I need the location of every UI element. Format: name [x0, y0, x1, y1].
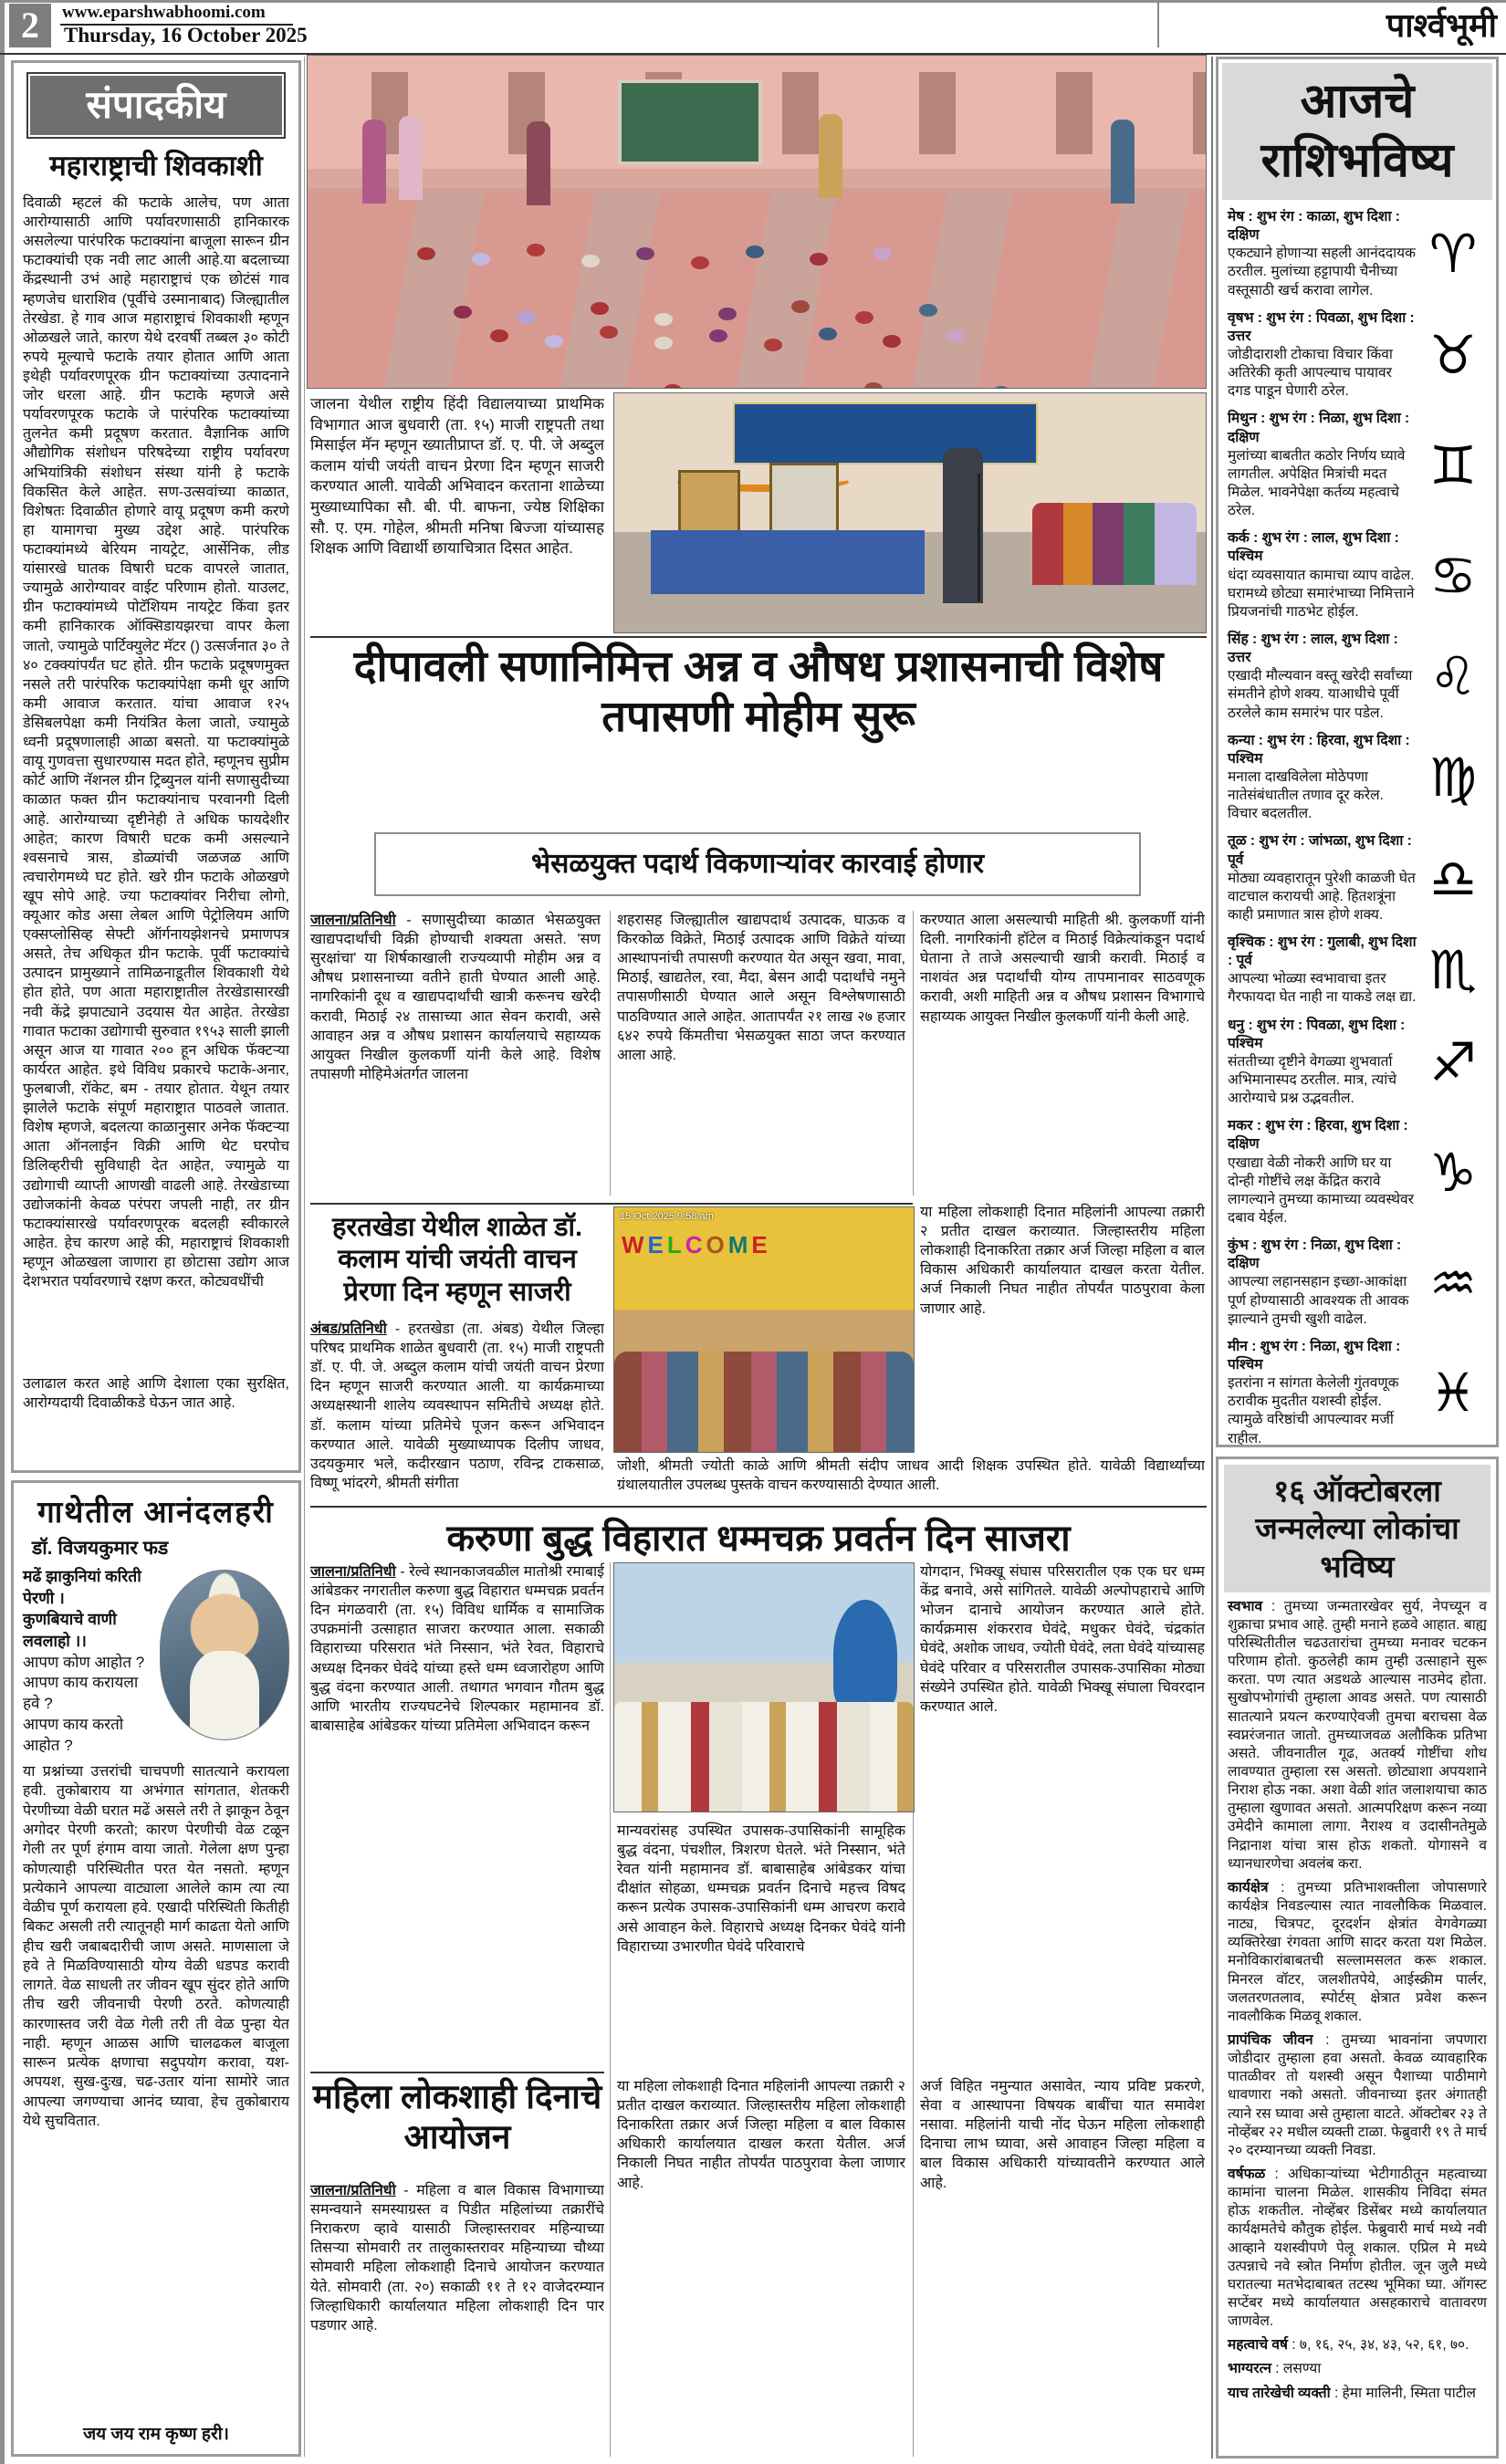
leo-icon: ♌ [1429, 645, 1477, 708]
horoscope-box [1216, 57, 1499, 1447]
masthead-divider [1157, 2, 1159, 47]
headline-rule [310, 2072, 604, 2073]
horoscope-prediction: आपल्या भोळ्या स्वभावाचा इतर गैरफायदा घेत नाही ना याकडे लक्ष द्या. [1228, 971, 1417, 1006]
birthday-section-label: कार्यक्षेत्र [1228, 1879, 1269, 1895]
standing-teacher [362, 120, 386, 204]
seated-children [417, 247, 435, 260]
text-line: आपण काय करायला हवे ? [23, 1674, 139, 1713]
seated-children [490, 329, 508, 342]
text-line: आपण काय करतो आहोत ? [23, 1716, 124, 1755]
horoscope-prediction: एखाद्या वेळी नोकरी आणि घर या दोन्ही गोष्टींचे लक्ष केंद्रित करावे लागल्याने तुमच्या कामाच्या व्यवस्थेवर दबाव येईल. [1228, 1154, 1414, 1227]
horoscope-entry-text [1228, 309, 1417, 402]
horoscope-entry [1218, 828, 1496, 929]
gatha-title: गाथेतील आनंदलहरी [37, 1497, 275, 1530]
headline-rule [310, 1506, 1207, 1508]
horoscope-title-line1: आजचे [1300, 75, 1415, 128]
seated-guests [1032, 503, 1197, 585]
mahila-col2: या महिला लोकशाही दिनात महिलांनी आपल्या तक्रारी २ प्रतीत दाखल कराव्यात. जिल्हास्तरीय महिला लोकशाही दिनाकरिता तक्रार अर्ज जिल्हा महिला व बाल विकास अधिकारी कार्यालयात दाखल करता येतील. अर्ज निकाली निघत नाहीत तोपर्यंत पाठपुरावा केला जाणार आहे. [617, 2079, 905, 2191]
birthday-section-label: स्वभाव [1228, 1598, 1263, 1614]
birthday-section [1228, 2360, 1487, 2378]
kalam-jayanti-stage-photo [613, 392, 1207, 633]
gemini-icon: ♊ [1429, 433, 1477, 496]
horoscope-entry [1218, 204, 1496, 305]
birthday-title-line2: जन्मलेल्या लोकांचा भविष्य [1255, 1511, 1459, 1583]
birthday-forecast-box [1216, 1456, 1499, 2459]
classroom-photo [613, 1206, 915, 1453]
column-rule-mid1 [610, 911, 611, 1195]
aquarius-icon: ♒ [1429, 1251, 1477, 1314]
fda-col3: करण्यात आला असल्याची माहिती श्री. कुलकर्णी यांनी दिली. नागरिकांनी हॉटेल व मिठाई विक्रेत्यांकडून पदार्थ घेताना ते ताजे असल्याची खात्री करावी. मिठाई व नाशवंत अन्न पदार्थांची योग्य तापमानावर साठवणूक करावी, अशी माहिती अन्न व औषध प्रशासन विभागाचे सहाय्यक आयुक्त निखील कुलकर्णी यांनी केली आहे. [920, 913, 1205, 1025]
horoscope-sign-label: सिंह : शुभ रंग : लाल, शुभ दिशा : उत्तर [1228, 631, 1398, 666]
text-line: मढें झाकुनियां करिती पेरणी । [23, 1567, 141, 1607]
birthday-section [1228, 1879, 1487, 2026]
horoscope-prediction: संततीच्या दृष्टीने वेगळ्या शुभवार्ता अभिमानास्पद ठरतील. मात्र, त्यांचे आरोग्याचे प्रश्न उद्भवतील. [1228, 1053, 1397, 1107]
text-line: कुणबियाचे वाणी लवलाहो ।। [23, 1610, 117, 1650]
buddha-col3: योगदान, भिक्खू संघास परिसरातील एक एक घर धम्म केंद्र बनावे, असे सांगितले. यावेळी अल्पोपहाराचे आणि भोजन दानाचे आयोजन करण्यात आले होते. कार्यक्रमास शंकरराव घेवंदे, मधुकर घेवंदे, चंद्रकांत घेवंदे, अशोक जाधव, ज्योती घेवंदे, लता घेवंदे यांच्यासह घेवंदे परिवार व परिसरातील उपासक-उपासिका मोठ्या संख्येने उपस्थित होते. यावेळी भिक्खू संघाला चिवरदान करण्यात आले. [920, 1564, 1205, 1715]
horoscope-sign-label: वृषभ : शुभ रंग : पिवळा, शुभ दिशा : उत्तर [1228, 309, 1415, 344]
editorial-headline: महाराष्ट्राची शिवकाशी [49, 150, 263, 182]
horoscope-entry-text [1228, 832, 1417, 924]
buddha-col1 [310, 1562, 604, 2070]
birthday-section-text: : तुमच्या प्रतिभाशक्तीला जोपासणारे कार्यक्षेत्र निवडल्यास त्यात नावलौकिक मिळवाल. नाट्य, चित्रपट, दूरदर्शन क्षेत्रांत वेगवेगळ्या व्यक्तिरेखा रंगवता आणि सादर करता यश मिळेल. मनोविकारांबाबतची सल्लामसलत करू शकाल. मिनरल वॉटर, जलशीतपेये, आईस्क्रीम पार्लर, जलतरणतलाव, स्पोर्टस् क्षेत्रात प्रवेश करून नावलौकिक मिळवू शकाल. [1228, 1879, 1487, 2024]
horoscope-entry [1218, 1232, 1496, 1333]
gathered-devotees [614, 1702, 914, 1811]
horoscope-sign-label: कर्क : शुभ रंग : लाल, शुभ दिशा : पश्चिम [1228, 530, 1399, 565]
fda-headline: दीपावली सणानिमित्त अन्न व औषध प्रशासनाची विशेष तपासणी मोहीम सुरू [353, 642, 1164, 741]
buddha-statue [833, 1600, 897, 1709]
seated-students [614, 1352, 914, 1452]
fda-col1-text: - सणासुदीच्या काळात भेसळयुक्त खाद्यपदार्थांची विक्री होण्याची शक्यता असते. 'सण सुरक्षांचा' या शिर्षकाखाली राज्यव्यापी मोहीम अन्न व औषध प्रशासनाच्या वतीने हाती घेण्यात आली आहे. नागरिकांनी दूध व खाद्यपदार्थांची खात्री करूनच खरेदी करावी, मिठाई २४ तासाच्या आत सेवन करावी, असे आवाहन अन्न व औषध प्रशासन कार्यालयाचे सहाय्यक आयुक्त निखील कुलकर्णी यांनी केले आहे. विशेष तपासणी मोहिमेअंतर्गत जालना [310, 913, 601, 1082]
horoscope-entry-text [1228, 1237, 1417, 1329]
horoscope-sign-label: कन्या : शुभ रंग : हिरवा, शुभ दिशा : पश्चिम [1228, 732, 1410, 767]
text-line: आपण कोण आहोत ? [23, 1653, 145, 1671]
horoscope-entry [1218, 929, 1496, 1012]
horoscope-prediction: एकट्याने होणाऱ्या सहली आनंददायक ठरतील. मुलांच्या हट्टापायी चैनीच्या वस्तूसाठी खर्च करावा लागेल. [1228, 245, 1417, 298]
mahila-col1 [310, 2181, 604, 2455]
pink-floor-mat [308, 193, 1206, 389]
horoscope-sign-label: धनु : शुभ रंग : पिवळा, शुभ दिशा : पश्चिम [1228, 1017, 1406, 1051]
hartkheda-body-text: - हरतखेडा (ता. अंबड) येथील जिल्हा परिषद प्राथमिक शाळेत बुधवारी (ता. १५) माजी राष्ट्रपती डॉ. ए. पी. जे. अब्दुल कलाम यांची जयंती वाचन प्रेरणा दिन म्हणून साजरी करण्यात आली. या कार्यक्रमाच्या अध्यक्षस्थानी शालेय व्यवस्थापन समितीचे अध्यक्ष होते. डॉ. कलाम यांच्या प्रतिमेचे पूजन करून अभिवादन करण्यात आले. यावेळी मुख्याध्यापक दिलीप जाधव, उदयकुमार भले, कदीरखान पठाण, रविन्द्र टाकसाळ, विष्णू भांदरगे, श्रीमती संगीता [310, 1321, 604, 1491]
horoscope-entry [1218, 305, 1496, 406]
horoscope-entry-text [1228, 529, 1417, 621]
birthday-title [1224, 1465, 1490, 1592]
buddha-vihar-photo [613, 1562, 915, 1812]
cancer-icon: ♋ [1429, 544, 1477, 607]
column-rule-left [304, 57, 305, 2457]
horoscope-prediction: जोडीदाराशी टोकाचा विचार किंवा अतिरेकी कृती आपल्याच पायावर दगड पाडून घेणारी ठरेल. [1228, 346, 1393, 400]
horoscope-entry-text [1228, 1117, 1417, 1227]
scorpio-icon: ♏ [1429, 939, 1477, 1002]
buddha-byline: जालना/प्रतिनिधी [310, 1564, 396, 1580]
hartkheda-body [310, 1320, 604, 1502]
editorial-box [11, 60, 301, 1473]
horoscope-sign-label: वृश्चिक : शुभ रंग : गुलाबी, शुभ दिशा : पूर्व [1228, 934, 1417, 969]
headline-rule [310, 636, 1207, 638]
hartkheda-tail: जोशी, श्रीमती ज्योती काळे आणि श्रीमती संदीप जाधव आदी शिक्षक उपस्थित होते. यावेळी विद्यार्थ्यांच्या ग्रंथालयातील उपलब्ध पुस्तके वाचन करण्यासाठी देण्यात आली. [617, 1458, 1205, 1494]
horoscope-prediction: मुलांच्या बाबतीत कठोर निर्णय घ्यावे लागतील. अपेक्षित मित्रांची मदत मिळेल. भावनेपेक्षा कर्तव्य महत्वाचे ठरेल. [1228, 447, 1406, 519]
fda-subheadline: भेसळयुक्त पदार्थ विकणाऱ्यांवर कारवाई होणार [374, 832, 1141, 896]
horoscope-entry [1218, 525, 1496, 626]
standing-teacher [1111, 120, 1135, 204]
birthday-section-text: : हेमा मालिनी, स्मिता पाटील [1330, 2385, 1477, 2401]
standing-teacher [819, 114, 842, 198]
hartkheda-headline: हरतखेडा येथील शाळेत डॉ. कलाम यांची जयंती वाचन प्रेरणा दिन म्हणून साजरी [331, 1213, 583, 1307]
horoscope-prediction: आपल्या लहानसहान इच्छा-आकांक्षा पूर्ण होण्यासाठी आवश्यक ती आवक झाल्याने तुमची खुशी वाढेल. [1228, 1274, 1409, 1327]
birthday-section-label: भाग्यरत्न [1228, 2361, 1271, 2377]
stage-table [651, 530, 925, 594]
birthday-section-label: वर्षफळ [1228, 2166, 1266, 2182]
welcome-decoration: WELCOME [622, 1231, 771, 1258]
birthday-section-label: प्रापंचिक जीवन [1228, 2031, 1313, 2048]
horoscope-entry [1218, 626, 1496, 727]
mahila-col3: अर्ज विहित नमुन्यात असावेत, न्याय प्रविष्ट प्रकरणे, सेवा व आस्थापना विषयक बाबींचा यात समावेश नसावा. महिलांनी याची नोंद घेऊन महिला लोकशाही दिनाचा लाभ घ्यावा, असे आवाहन जिल्हा महिला व बाल विकास अधिकारी यांच्यावतीने करण्यात आले आहे. [920, 2079, 1205, 2191]
fda-byline: जालना/प्रतिनिधी [310, 913, 396, 928]
column-rule-mid3 [610, 1562, 611, 2457]
fda-col1 [310, 911, 601, 1195]
horoscope-prediction: इतरांना न सांगता केलेली गुंतवणूक ठरावीक मुदतीत यशस्वी होईल. त्यामुळे वरिष्ठांची आपल्यावर मर्जी राहील. [1228, 1375, 1399, 1446]
horoscope-entries [1218, 204, 1496, 1453]
birthday-section-text: : तुमच्या जन्मतारखेवर सुर्य, नेपच्यून व शुक्राचा प्रभाव आहे. तुम्ही मनाने हळवे आहात. बाह्य परिस्थितीतील चढउतारांचा तुमच्या मनावर चटकन परिणाम होतो. कुठलेही काम तुम्ही उत्साहाने सुरू करता. पण त्यात अडथळे आल्यास नाउमेद होता. सुखोपभोगांची तुम्हाला आवड असते. पण त्यासाठी सातत्याने प्रयत्न करण्याऐवजी तुमचा बराचसा वेळ स्वप्नरंजनात जातो. तुमच्याजवळ अलौकिक प्रतिभा असते. जीवनातील गूढ, अतर्क्य गोष्टींचा शोध लावण्यात तुम्हाला रस असतो. छोट्याशा अपयशाने निराश होऊ नका. अशा वेळी शांत जलाशयाचा काठ तुम्हाला खुणावत असतो. आत्मपरिक्षण करून नव्या उमेदीने कामाला लागा. नैराश्य व उदासीनतेमुळे निद्रानाश यांचा त्रास होऊ शकतो. योगासने व ध्यानधारणेचा अवलंब करा. [1228, 1598, 1487, 1872]
horoscope-entry-text [1228, 410, 1417, 520]
horoscope-entry [1218, 1333, 1496, 1453]
saint-tukaram-portrait [160, 1570, 289, 1740]
pisces-icon: ♓ [1429, 1362, 1477, 1425]
birthday-section-text: : तुमच्या भावनांना जपणारा जोडीदार तुम्हाला हवा असतो. केवळ व्यावहारिक पातळीवर तो यशस्वी असून पैशाच्या पाठीमागे धावणारा नको असतो. जीवनाच्या इतर अंगातही त्याने रस घ्यावा असे तुम्हाला वाटते. ऑक्टोबर २३ ते नोव्हेंबर २२ मधील व्यक्ती टाळा. फेब्रुवारी १९ ते मार्च २० दरम्यानच्या व्यक्ती निवडा. [1228, 2031, 1487, 2158]
horoscope-entry [1218, 727, 1496, 829]
sagittarius-icon: ♐ [1429, 1030, 1477, 1093]
birthday-sections [1228, 1598, 1487, 2403]
capricorn-icon: ♑ [1429, 1141, 1477, 1204]
horoscope-prediction: मोठ्या व्यवहारातून पुरेशी काळजी घेत वाटचाल करायची आहे. हितशत्रूंना काही प्रमाणात त्रास होणे शक्य. [1228, 870, 1416, 923]
birthday-section [1228, 2031, 1487, 2160]
mahila-col1-text: - महिला व बाल विकास विभागाच्या समन्वयाने समस्याग्रस्त व पिडीत महिलांच्या तक्रारींचे निराकरण व्हावे यासाठी जिल्हास्तरावर महिन्याच्या तिसऱ्या सोमवारी तर तालुकास्तरावर महिन्याच्या चौथ्या सोमवारी महिला लोकशाही दिनाचे आयोजन करण्यात येते. सोमवारी (ता. २०) सकाळी ११ ते १२ वाजेदरम्यान जिल्हाधिकारी कार्यालयात महिला लोकशाही दिन पार पडणार आहे. [310, 2183, 604, 2333]
standing-teacher [399, 116, 423, 200]
column-rule-right [1211, 57, 1213, 2459]
standing-teacher [527, 121, 550, 205]
horoscope-title-line2: राशिभविष्य [1260, 134, 1454, 187]
horoscope-sign-label: मेष : शुभ रंग : काळा, शुभ दिशा : दक्षिण [1228, 209, 1400, 244]
mahila-headline: महिला लोकशाही दिनाचे आयोजन [312, 2078, 602, 2156]
birthday-section [1228, 2336, 1487, 2354]
libra-icon: ♎ [1429, 847, 1477, 910]
horoscope-entry-text [1228, 1017, 1417, 1109]
buddha-col1-text: - रेल्वे स्थानकाजवळील मातोश्री रमाबाई आंबेडकर नगरातील करुणा बुद्ध विहारात धम्मचक्र प्रवर्तन दिन मंगळवारी (ता. १५) विविध धार्मिक व सामाजिक उपक्रमांनी उत्साहात साजरा करण्यात आला. सकाळी विहाराच्या परिसरात भंते निस्सान, भंते रेवत, विहाराचे अध्यक्ष दिनकर घेवंदे यांच्या हस्ते धम्म ध्वजारोहण आणि बुद्ध वंदना करण्यात आली. तथागत भगवान गौतम बुद्ध आणि भारतीय राज्यघटनेचे शिल्पकार महामानव डॉ. बाबासाहेब आंबेडकर यांच्या प्रतिमेला अभिवादन करून [310, 1564, 604, 1734]
buddha-col2: मान्यवरांसह उपस्थित उपासक-उपासिकांनी सामूहिक बुद्ध वंदना, पंचशील, त्रिशरण घेतले. भंते निस्सान, भंते रेवत यांनी महामानव डॉ. बाबासाहेब आंबेडकर यांचा दीक्षांत सोहळा, धम्मचक्र प्रवर्तन दिनाचे महत्त्व विषद करून प्रत्येक उपासक-उपासिकांनी धम्म आचरण करावे असे आवाहन केले. विहाराचे अध्यक्ष दिनकर घेवंदे यांनी विहाराच्या उभारणीत घेवंदे परिवाराचे [617, 1823, 905, 1955]
taurus-icon: ♉ [1429, 324, 1477, 387]
horoscope-sign-label: तूळ : शुभ रंग : जांभळा, शुभ दिशा : पूर्व [1228, 833, 1412, 868]
horoscope-entry-text [1228, 1338, 1417, 1448]
headline-rule [310, 1203, 913, 1205]
horoscope-sign-label: कुंभ : शुभ रंग : निळा, शुभ दिशा : दक्षिण [1228, 1237, 1402, 1272]
gatha-body: या प्रश्नांच्या उत्तरांची चाचपणी सातत्याने करायला हवी. तुकोबाराय या अभंगात सांगतात, शेतकरी पेरणीच्या वेळी घरात मढें असले तरी ते झाकून ठेवून अगोदर पेरणी करतो; कारण पेरणीची वेळ टळून गेली तर पूर्ण हंगाम वाया जातो. गेलेला क्षण पुन्हा कोणत्याही परिस्थितीत परत येत नसतो. म्हणून प्रत्येकाने आपल्या वाट्याला आलेले काम त्या त्या वेळीच पूर्ण करायला हवे. एखादी परिस्थिती कितीही बिकट असली तरी त्यातूनही मार्ग काढता येतो आणि हीच खरी जबाबदारीची जाण असते. माणसाला जे हवे ते मिळविण्यासाठी योग्य वेळी धडपड करावी लागते. वेळ साधली तर जीवन खूप सुंदर होते आणि तीच खरी जीवनाची पेरणी ठरते. कोणत्याही कारणास्तव जरी वेळ गेली तरी ती वेळ पुन्हा येत नाही. म्हणून आळस आणि चालढकल बाजूला सारून प्रत्येक क्षणाचा सदुपयोग करावा, यश-अपयश, सुख-दुःख, चढ-उतार यांना सामोरे जात आपल्या जगण्याचा आनंद घ्यावा, हेच तुकोबाराय येथे सुचवितात. [23, 1764, 289, 2129]
mic-stand [978, 474, 980, 601]
editorial-banner: संपादकीय [26, 72, 286, 139]
blue-banner [733, 402, 1038, 465]
photo-timestamp: 15 Oct 2025 9:58 am [620, 1211, 714, 1222]
editorial-body: दिवाळी म्हटलं की फटाके आलेच, पण आता आरोग्यासाठी आणि पर्यावरणासाठी हानिकारक असलेल्या पारंपरिक फटाक्यांना बाजूला सारून ग्रीन फटाक्यांची एक नवी लाट आली आहे.या बदलाच्या केंद्रस्थानी उभं आहे महाराष्ट्राचं एक छोटंसं गाव म्हणजेच धाराशिव (पूर्वीचे उस्मानाबाद) जिल्ह्यातील तेरखेडा. हे गाव आज महाराष्ट्राचं शिवकाशी म्हणून ओळखले जाते, कारण येथे दरवर्षी तब्बल ३० कोटी रुपये मूल्याचे फटाके तयार होतात आणि आता इथेही पर्यावरणपूरक ग्रीन फटाक्यांच्या उत्पादनाने जोर धरला आहे. ग्रीन फटाके म्हणजे असे पर्यावरणपूरक फटाके जे पारंपरिक फटाक्यांच्या तुलनेत कमी प्रदूषण करतात. वैज्ञानिक आणि औद्योगिक संशोधन परिषदेच्या राष्ट्रीय पर्यावरण अभियांत्रिकी संशोधन संस्था यांनी हे फटाके विकसित केले आहेत. सण-उत्सवांच्या काळात, विशेषतः दिवाळीत होणारे वायू प्रदूषण कमी करणे हा यामागचा मुख्य उद्देश आहे. पारंपरिक फटाक्यांमध्ये बेरियम नायट्रेट, आर्सेनिक, लीड यांसारखे घातक विषारी घटक वापरले जातात, ज्यामुळे आरोग्यावर वाईट परिणाम होतो. याउलट, ग्रीन फटाक्यांमध्ये पोटॅशियम नायट्रेट किंवा इतर कमी हानिकारक ऑक्सिडायझरचा वापर केला जातो, ज्यामुळे पार्टिक्युलेट मॅटर () उत्सर्जनात ३० ते ४० टक्क्यांपर्यंत घट होते. ग्रीन फटाके प्रदूषणमुक्त नसले तरी पारंपरिक फटाक्यांपेक्षा कमी धूर आणि कमी आवाज करतात. यांचा आवाज १२५ डेसिबलपेक्षा कमी नियंत्रित केला जातो, ज्यामुळे ध्वनी प्रदूषणालाही आळा बसतो. या फटाक्यांमुळे वायू गुणवत्ता सुधारण्यास मदत होते, म्हणूनच सुप्रीम कोर्ट आणि नॅशनल ग्रीन ट्रिब्युनल यांनी सणासुदीच्या काळात फक्त ग्रीन फटाक्यांनाच परवानगी दिली आहे. आरोग्याच्या दृष्टीनेही ते अधिक फायदेशीर आहेत; कारण विषारी घटक कमी असल्याने श्वसनाचे त्रास, डोळ्यांची जळजळ आणि त्वचारोगमध्ये घट होते. खरे ग्रीन फटाके ओळखणे खूप सोपे आहे. ज्या फटाक्यांवर निरीचा लोगो, क्यूआर कोड असा लेबल आणि पेट्रोलियम आणि एक्सप्लोसिव्ह सेफ्टी ऑर्गनायझेशनचे प्रमाणपत्र असते, तेच अधिकृत ग्रीन फटाके. पूर्वी फटाक्यांचे उत्पादन प्रामुख्याने तामिळनाडूतील शिवकाशी येथे होत होते, पण आता महाराष्ट्रातील तेरखेडासारखी नवी केंद्रे झपाट्याने उदयास येत आहेत. तेरखेडा गावात फटाका उद्योगाची सुरुवात १९५३ साली झाली असून आज या गावात २०० हून अधिक फॅक्टऱ्या कार्यरत आहेत. इथे विविध प्रकारचे फटाके-अनार, फुलबाजी, रॉकेट, बम - तयार होतात. येथून तयार झालेले फटाके संपूर्ण महाराष्ट्रात पाठवले जातात. विशेष म्हणजे, बदलत्या काळानुसार अनेक फॅक्टऱ्या आता ऑनलाईन विक्री आणि थेट घरपोच डिलिव्हरीची सुविधाही देत आहेत, ज्यामुळे या उद्योगाची व्याप्ती आणखी वाढली आहे. तेरखेडाच्या उद्योजकांनी केवळ परंपरा जपली नाही, तर ग्रीन फटाक्यांसारखे पर्यावरणपूरक बदलही स्वीकारले आहेत. हेच कारण आहे की, महाराष्ट्राचं शिवकाशी म्हणून ओळखला जाणारा हा छोटासा उद्योग आज देशभरात पर्यावरणाचे रक्षण करत, कोट्यवधींची [23, 195, 289, 1290]
editorial-closing: उलाढाल करत आहे आणि देशाला एका सुरक्षित, आरोग्यदायी दिवाळीकडे घेऊन जात आहे. [23, 1376, 289, 1412]
birthday-section-text: : ७, १६, २५, ३४, ४३, ५२, ६१, ७०. [1287, 2337, 1469, 2354]
horoscope-entry [1218, 1012, 1496, 1113]
gatha-author: डॉ. विजयकुमार फड [32, 1538, 169, 1559]
horoscope-prediction: मनाला दाखविलेला मोठेपणा नातेसंबंधातील तणाव दूर करेल. विचार बदलतील. [1228, 768, 1384, 822]
hartkheda-byline: अंबड/प्रतिनिधी [310, 1321, 387, 1337]
birthday-title-line1: १६ ऑक्टोबरला [1273, 1474, 1441, 1508]
horoscope-entry-text [1228, 208, 1417, 300]
site-url: www.eparshwabhoomi.com [60, 3, 293, 26]
birthday-section-text: : लसण्या [1271, 2361, 1322, 2377]
column-rule-mid2 [913, 911, 914, 1195]
horoscope-entry-text [1228, 732, 1417, 824]
birthday-section-label: याच तारेखेची व्यक्ती [1228, 2385, 1331, 2401]
birthday-section-label: महत्वाचे वर्ष [1228, 2337, 1288, 2354]
virgo-icon: ♍ [1429, 747, 1477, 809]
mahila-byline: जालना/प्रतिनिधी [310, 2183, 396, 2198]
horoscope-entry [1218, 1112, 1496, 1232]
birthday-section [1228, 2385, 1487, 2403]
horoscope-prediction: धंदा व्यवसायात कामाचा व्याप वाढेल. घरामध्ये छोट्या समारंभाच्या निमित्ताने प्रियजनांची गाठभेट होईल. [1228, 567, 1415, 620]
photo-caption-article: जालना येथील राष्ट्रीय हिंदी विद्यालयाच्या प्राथमिक विभागात आज बुधवारी (ता. १५) माजी राष्ट्रपती तथा मिसाईल मॅन म्हणून ख्यातीप्राप्त डॉ. ए. पी. जे अब्दुल कलाम यांची जयंती वाचन प्रेरणा दिन म्हणून साजरी करण्यात आली. यावेळी अभिवादन करताना शाळेच्या मुख्याध्यापिका सौ. बी. पी. बाफना, ज्येष्ठ शिक्षिका सौ. ए. एम. गोहेल, श्रीमती मनिषा बिज्जा यांच्यासह शिक्षक आणि विद्यार्थी छायाचित्रात दिसत आहेत. [310, 395, 604, 558]
horoscope-sign-label: मिथुन : शुभ रंग : निळा, शुभ दिशा : दक्षिण [1228, 411, 1410, 445]
fda-col2: शहरासह जिल्ह्यातील खाद्यपदार्थ उत्पादक, घाऊक व किरकोळ विक्रेते, मिठाई उत्पादक आणि विक्रेते यांच्या आस्थापनांची तपासणी करण्यात येत असून खवा, मावा, मिठाई, खाद्यतेल, रवा, मैदा, बेसन आदी पदार्थांचे नमुने तपासणीसाठी घेण्यात आले असून विश्लेषणासाठी पाठविण्यात आले आहेत. आतापर्यंत २१ लाख २७ हजार ६४२ रुपये किंमतीचा भेसळयुक्त साठा जप्त करण्यात आला आहे. [617, 913, 905, 1063]
horoscope-sign-label: मीन : शुभ रंग : निळा, शुभ दिशा : पश्चिम [1228, 1338, 1401, 1373]
horoscope-entry [1218, 405, 1496, 525]
horoscope-sign-label: मकर : शुभ रंग : हिरवा, शुभ दिशा : दक्षिण [1228, 1118, 1408, 1153]
masthead: पार्श्वभूमी [1386, 7, 1497, 44]
horoscope-entry-text [1228, 934, 1417, 1008]
birthday-section-text: : अधिकाऱ्यांच्या भेटीगाठीतून महत्वाच्या कामांना चालना मिळेल. शासकीय निविदा संमत होऊ शकतील. नोव्हेंबर डिसेंबर मध्ये कार्यालयात कार्यक्षमतेचे कौतुक होईल. फेब्रुवारी मार्च मध्ये नवी आव्हाने यशस्वीपणे पेलू शकाल. एप्रिल मे मध्ये उत्पन्नाचे नवे स्त्रोत निर्माण होतील. जून जुलै मध्ये घरातल्या मतभेदाबाबत तटस्थ भूमिका घ्या. ऑगस्ट सप्टेंबर मध्ये कार्यालयात असहकाराचे वातावरण जाणवेल. [1228, 2166, 1487, 2330]
birthday-section [1228, 2166, 1487, 2331]
buddha-headline: करुणा बुद्ध विहारात धम्मचक्र प्रवर्तन दिन साजरा [446, 1519, 1071, 1559]
gatha-box [11, 1480, 301, 2457]
birthday-section [1228, 1598, 1487, 1874]
issue-date: Thursday, 16 October 2025 [64, 24, 308, 47]
green-chalkboard [618, 79, 762, 165]
aries-icon: ♈ [1429, 223, 1477, 286]
page-number: 2 [9, 4, 51, 47]
horoscope-title [1222, 63, 1492, 200]
fda-col3-continued: या महिला लोकशाही दिनात महिलांनी आपल्या तक्रारी २ प्रतीत दाखल कराव्यात. जिल्हास्तरीय महिला लोकशाही दिनाकरिता तक्रार अर्ज जिल्हा महिला व बाल विकास अधिकारी कार्यालयात दाखल करता येतील. अर्ज निकाली निघत नाहीत तोपर्यंत पाठपुरावा केला जाणार आहे. [920, 1205, 1205, 1317]
gatha-footer: जय जय राम कृष्ण हरी। [83, 2425, 229, 2444]
horoscope-entry-text [1228, 631, 1417, 723]
horoscope-prediction: एखादी मौल्यवान वस्तू खरेदी सर्वांच्या संमतीने होणे शक्य. याआधीचे पूर्वी ठरलेले काम समारंभ पार पडेल. [1228, 668, 1413, 721]
school-reading-event-photo [307, 55, 1207, 389]
